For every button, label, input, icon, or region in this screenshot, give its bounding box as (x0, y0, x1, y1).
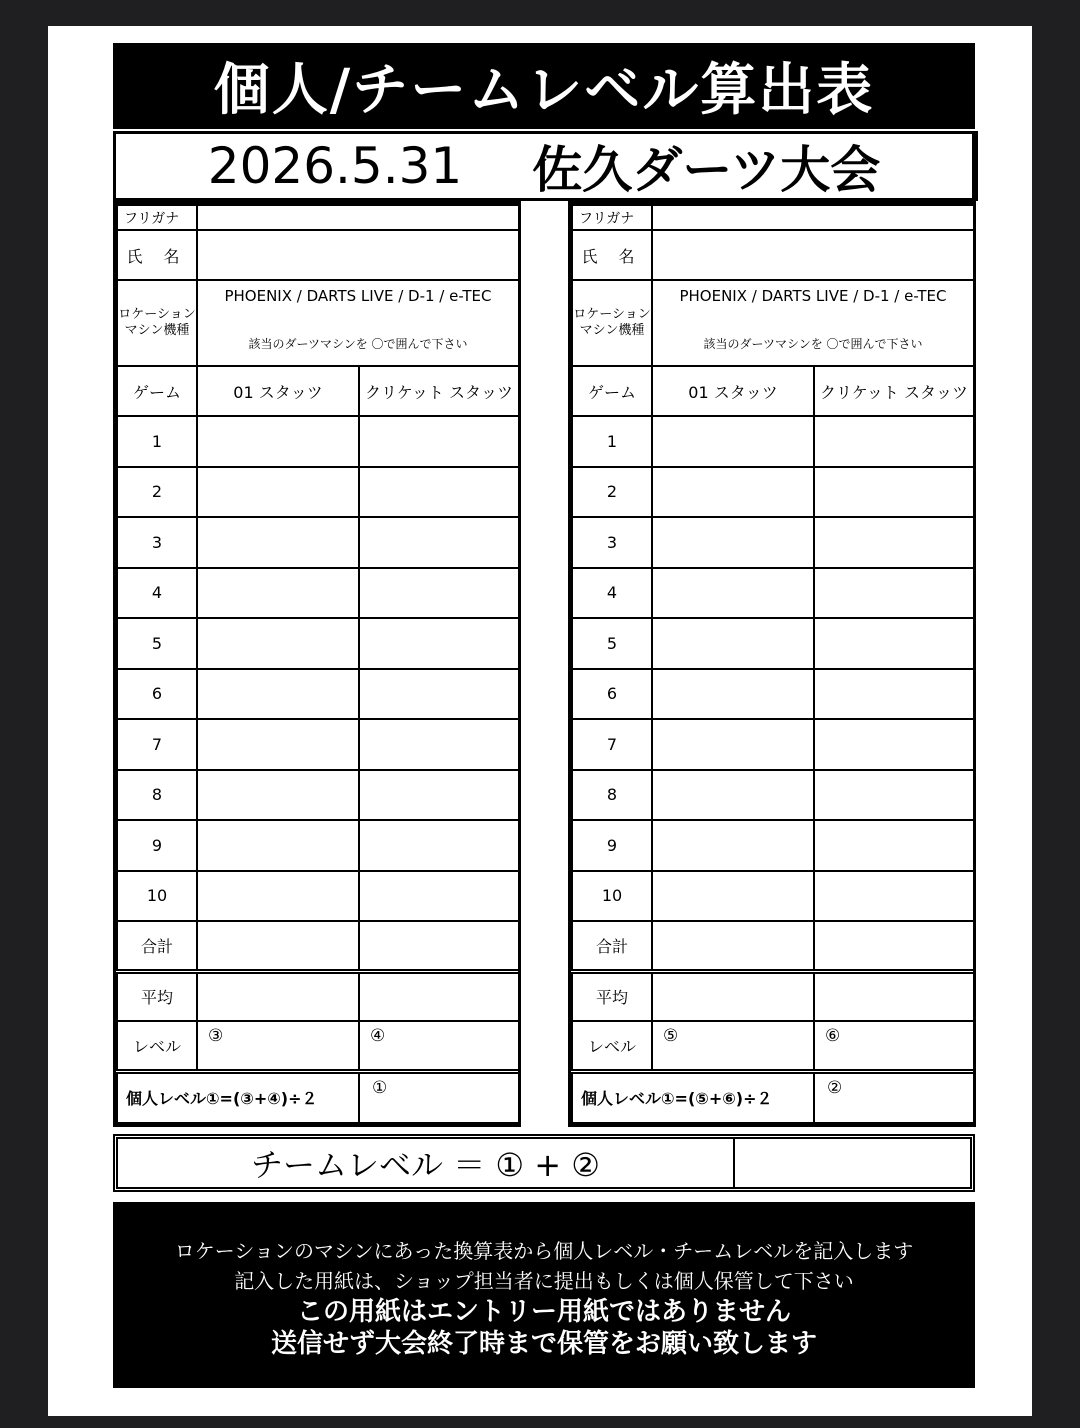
level-label: レベル (117, 1021, 197, 1071)
table-row (117, 719, 519, 770)
table-row (572, 568, 974, 619)
table-row (117, 467, 519, 518)
team-level-field[interactable] (735, 1139, 970, 1187)
col-cricket-header: クリケット スタッツ (359, 366, 519, 416)
total-row (572, 921, 974, 971)
game-number: 7 (572, 719, 652, 770)
total-row (117, 921, 519, 971)
table-row (117, 618, 519, 669)
game-number: 10 (117, 871, 197, 922)
furigana-field[interactable] (652, 205, 974, 230)
stats-cricket-cell[interactable] (814, 770, 974, 821)
table-row (117, 669, 519, 720)
col-01-header: 01 スタッツ (652, 366, 814, 416)
total-cricket-cell[interactable] (359, 921, 519, 971)
stats-01-cell[interactable] (197, 820, 359, 871)
total-label: 合計 (117, 921, 197, 971)
stats-01-cell[interactable] (197, 416, 359, 467)
team-level-box (113, 1134, 975, 1192)
stats-cricket-cell[interactable] (359, 719, 519, 770)
table-row (572, 669, 974, 720)
average-row (117, 971, 519, 1021)
stats-01-cell[interactable] (652, 618, 814, 669)
machine-select[interactable] (197, 280, 519, 366)
table-row (572, 871, 974, 922)
total-01-cell[interactable] (652, 921, 814, 971)
level-row (572, 1021, 974, 1071)
stats-cricket-cell[interactable] (814, 871, 974, 922)
average-cricket-cell[interactable] (359, 971, 519, 1021)
stats-01-cell[interactable] (652, 820, 814, 871)
team-level-label: チームレベル ＝ ① + ② (118, 1139, 735, 1187)
stats-01-cell[interactable] (652, 517, 814, 568)
game-number: 1 (117, 416, 197, 467)
col-01-header: 01 スタッツ (197, 366, 359, 416)
stats-01-cell[interactable] (197, 517, 359, 568)
individual-level-cell[interactable]: ② (814, 1071, 974, 1123)
stats-cricket-cell[interactable] (814, 719, 974, 770)
page-title (113, 43, 975, 129)
game-number: 8 (572, 770, 652, 821)
individual-level-label: 個人レベル①=(③+④)÷２ (117, 1071, 359, 1123)
stats-cricket-cell[interactable] (359, 820, 519, 871)
stats-cricket-cell[interactable] (814, 568, 974, 619)
game-number: 5 (117, 618, 197, 669)
furigana-label: フリガナ (117, 205, 197, 230)
stats-01-cell[interactable] (197, 871, 359, 922)
table-row (572, 416, 974, 467)
stats-cricket-cell[interactable] (359, 871, 519, 922)
total-cricket-cell[interactable] (814, 921, 974, 971)
game-header: ゲーム (572, 366, 652, 416)
machine-select[interactable] (652, 280, 974, 366)
stats-cricket-cell[interactable] (359, 416, 519, 467)
stats-cricket-cell[interactable] (814, 517, 974, 568)
stats-cricket-cell[interactable] (359, 467, 519, 518)
table-row (117, 416, 519, 467)
level-01-cell[interactable]: ⑤ (652, 1021, 814, 1071)
table-row (572, 467, 974, 518)
machine-options: PHOENIX / DARTS LIVE / D-1 / e-TEC (224, 286, 492, 305)
game-number: 3 (572, 517, 652, 568)
individual-level-label: 個人レベル①=(⑤+⑥)÷２ (572, 1071, 814, 1123)
game-number: 3 (117, 517, 197, 568)
game-number: 6 (117, 669, 197, 720)
notice-line-3: この用紙はエントリー用紙ではありません (296, 1297, 791, 1327)
furigana-row (572, 205, 974, 230)
stats-cricket-cell[interactable] (814, 669, 974, 720)
table-row (572, 770, 974, 821)
table-row (117, 770, 519, 821)
stats-01-cell[interactable] (197, 719, 359, 770)
game-number: 9 (117, 820, 197, 871)
average-label: 平均 (572, 971, 652, 1021)
name-field[interactable] (197, 230, 519, 280)
player-sheet-left (113, 201, 521, 1127)
name-label: 氏 名 (117, 230, 197, 280)
table-row (117, 871, 519, 922)
stats-cricket-cell[interactable] (814, 618, 974, 669)
level-cricket-cell[interactable]: ④ (359, 1021, 519, 1071)
machine-note: 該当のダーツマシンを 〇で囲んで下さい (248, 336, 468, 351)
individual-level-cell[interactable]: ① (359, 1071, 519, 1123)
game-number: 4 (117, 568, 197, 619)
stats-table-right (571, 204, 975, 1124)
stats-cricket-cell[interactable] (359, 568, 519, 619)
table-row (572, 618, 974, 669)
machine-options: PHOENIX / DARTS LIVE / D-1 / e-TEC (679, 286, 947, 305)
level-row (117, 1021, 519, 1071)
header-row (572, 366, 974, 416)
average-01-cell[interactable] (197, 971, 359, 1021)
stats-01-cell[interactable] (197, 770, 359, 821)
game-number: 1 (572, 416, 652, 467)
stats-01-cell[interactable] (652, 467, 814, 518)
game-number: 6 (572, 669, 652, 720)
stats-01-cell[interactable] (197, 618, 359, 669)
page-title-text: 個人/チームレベル算出表 (213, 58, 875, 123)
notice-line-2: 記入した用紙は、ショップ担当者に提出もしくは個人保管して下さい (234, 1269, 854, 1293)
game-number: 5 (572, 618, 652, 669)
stats-cricket-cell[interactable] (814, 467, 974, 518)
stats-cricket-cell[interactable] (814, 820, 974, 871)
game-number: 2 (117, 467, 197, 518)
level-01-cell[interactable]: ③ (197, 1021, 359, 1071)
stats-cricket-cell[interactable] (359, 669, 519, 720)
individual-level-row (117, 1071, 519, 1123)
table-row (572, 719, 974, 770)
location-row (117, 280, 519, 366)
stats-01-cell[interactable] (652, 568, 814, 619)
average-01-cell[interactable] (652, 971, 814, 1021)
name-row (117, 230, 519, 280)
location-label: ロケーションマシン機種 (572, 280, 652, 366)
location-row (572, 280, 974, 366)
average-label: 平均 (117, 971, 197, 1021)
game-number: 9 (572, 820, 652, 871)
average-cricket-cell[interactable] (814, 971, 974, 1021)
furigana-label: フリガナ (572, 205, 652, 230)
game-number: 7 (117, 719, 197, 770)
stats-cricket-cell[interactable] (359, 770, 519, 821)
event-header (113, 131, 978, 201)
table-row (572, 517, 974, 568)
furigana-row (117, 205, 519, 230)
level-cricket-cell[interactable]: ⑥ (814, 1021, 974, 1071)
name-field[interactable] (652, 230, 974, 280)
stats-01-cell[interactable] (652, 719, 814, 770)
stats-01-cell[interactable] (197, 568, 359, 619)
game-number: 8 (117, 770, 197, 821)
header-row (117, 366, 519, 416)
stats-table-left (116, 204, 520, 1124)
stats-cricket-cell[interactable] (359, 517, 519, 568)
game-number: 10 (572, 871, 652, 922)
notice-line-4: 送信せず大会終了時まで保管をお願い致します (270, 1329, 817, 1359)
stats-01-cell[interactable] (652, 770, 814, 821)
game-number: 2 (572, 467, 652, 518)
stats-cricket-cell[interactable] (814, 416, 974, 467)
notice-line-1: ロケーションのマシンにあった換算表から個人レベル・チームレベルを記入します (174, 1239, 914, 1263)
col-cricket-header: クリケット スタッツ (814, 366, 974, 416)
name-label: 氏 名 (572, 230, 652, 280)
average-row (572, 971, 974, 1021)
game-header: ゲーム (117, 366, 197, 416)
stats-cricket-cell[interactable] (359, 618, 519, 669)
player-sheet-right (568, 201, 976, 1127)
notice-box (113, 1202, 975, 1388)
furigana-field[interactable] (197, 205, 519, 230)
table-row (117, 568, 519, 619)
event-date: 2026.5.31 (207, 137, 463, 195)
individual-level-row (572, 1071, 974, 1123)
table-row (572, 820, 974, 871)
stats-01-cell[interactable] (652, 871, 814, 922)
name-row (572, 230, 974, 280)
stats-01-cell[interactable] (197, 669, 359, 720)
total-label: 合計 (572, 921, 652, 971)
stats-01-cell[interactable] (652, 669, 814, 720)
table-row (117, 820, 519, 871)
machine-note: 該当のダーツマシンを 〇で囲んで下さい (703, 336, 923, 351)
table-row (117, 517, 519, 568)
total-01-cell[interactable] (197, 921, 359, 971)
game-number: 4 (572, 568, 652, 619)
location-label: ロケーションマシン機種 (117, 280, 197, 366)
stats-01-cell[interactable] (652, 416, 814, 467)
stats-01-cell[interactable] (197, 467, 359, 518)
event-name: 佐久ダーツ大会 (532, 141, 881, 199)
level-label: レベル (572, 1021, 652, 1071)
